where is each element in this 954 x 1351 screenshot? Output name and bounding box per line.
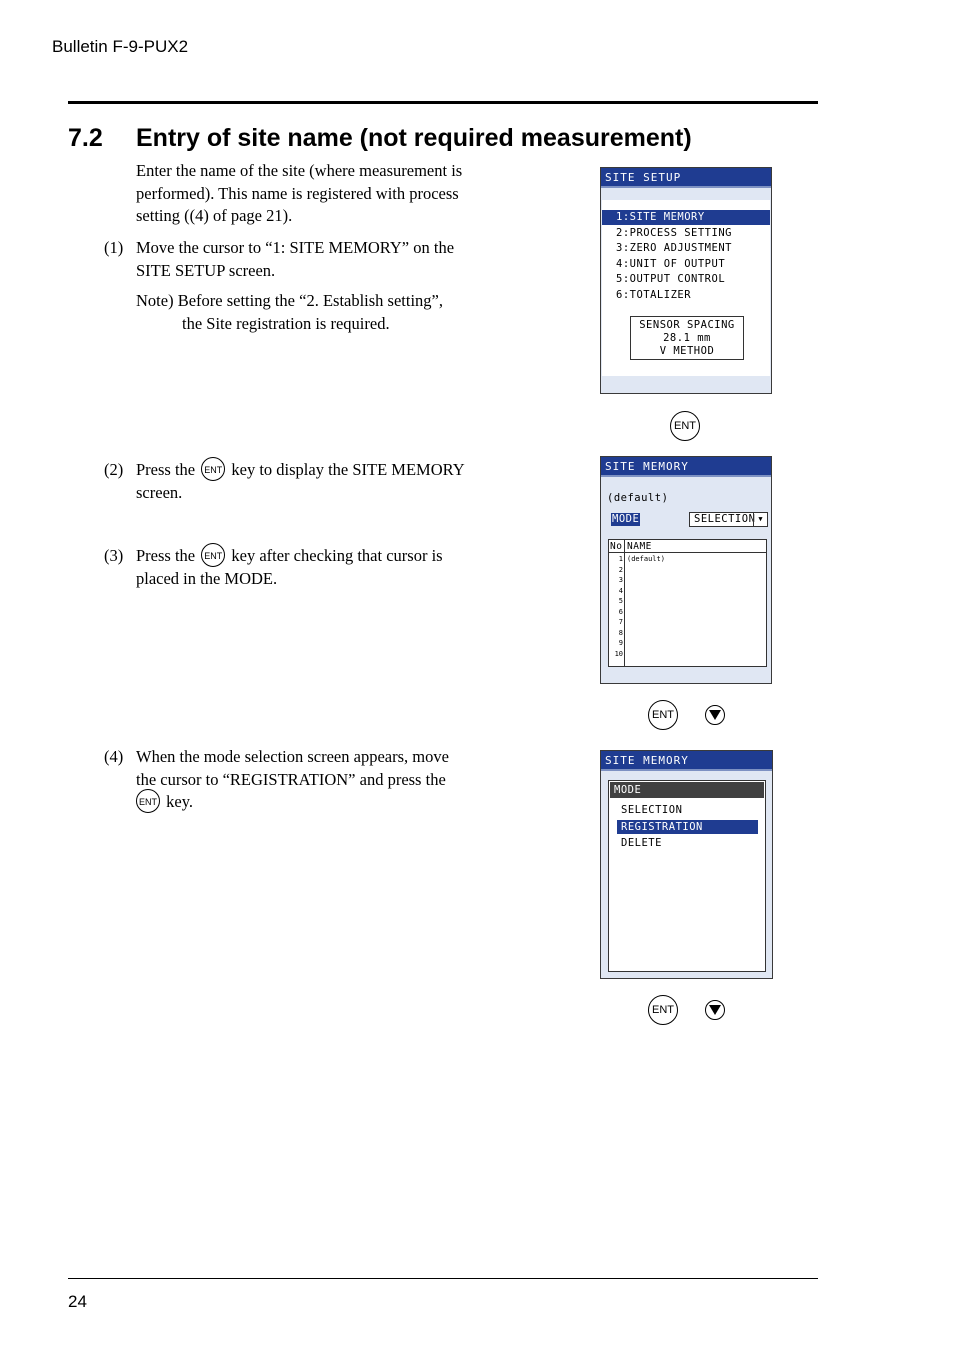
step-text-post: key after checking that cursor is xyxy=(231,546,443,565)
step-text: screen. xyxy=(136,482,183,502)
table-row[interactable]: 6 xyxy=(618,607,623,616)
page-number: 24 xyxy=(68,1292,87,1311)
note-text: Note) Before setting the “2. Establish setting”, xyxy=(136,291,444,310)
table-row[interactable]: 10 xyxy=(614,649,623,658)
step-text xyxy=(136,791,504,814)
table-row[interactable]: 7 xyxy=(618,618,623,626)
table-row[interactable]: 9 xyxy=(618,639,623,647)
step-number: (4) xyxy=(104,747,124,766)
ent-key-icon: ENT xyxy=(648,700,678,730)
ent-key-icon: ENT xyxy=(648,995,678,1025)
step-text xyxy=(136,545,524,568)
table-row[interactable]: 3 xyxy=(618,576,623,584)
column-divider xyxy=(624,553,625,666)
mode-panel-title: MODE xyxy=(610,782,764,798)
screen-title: SITE MEMORY xyxy=(601,751,772,771)
down-arrow-key-icon xyxy=(705,705,725,725)
table-row[interactable]: 5 xyxy=(618,597,623,605)
menu-item-zero-adjustment[interactable]: 3:ZERO ADJUSTMENT xyxy=(616,242,732,254)
section-title xyxy=(68,124,692,153)
ent-key-icon: ENT xyxy=(201,457,225,481)
column-header-no: No xyxy=(609,540,625,553)
intro-line: setting ((4) of page 21). xyxy=(136,206,293,225)
table-row[interactable]: 8 xyxy=(618,628,623,637)
step-text: Move the cursor to “1: SITE MEMORY” on the xyxy=(136,238,455,257)
menu-item-process-setting[interactable]: 2:PROCESS SETTING xyxy=(616,226,732,239)
note-text: the Site registration is required. xyxy=(182,313,390,333)
step-number: (2) xyxy=(104,460,124,479)
step-text xyxy=(136,459,524,482)
intro-line: Enter the name of the site (where measurement is xyxy=(136,161,463,180)
sensor-spacing-label: SENSOR SPACING xyxy=(639,319,735,331)
ent-key-icon: ENT xyxy=(670,411,700,441)
mode-panel xyxy=(608,780,766,972)
step-text: the cursor to “REGISTRATION” and press the xyxy=(136,769,446,789)
step-1 xyxy=(104,237,504,282)
step-text: SITE SETUP screen. xyxy=(136,260,276,280)
menu-item-unit-of-output[interactable]: 4:UNIT OF OUTPUT xyxy=(616,257,726,270)
bottom-rule xyxy=(68,1278,818,1279)
table-cell-name: (default) xyxy=(627,555,665,563)
step-text: placed in the MODE. xyxy=(136,568,278,588)
menu-item-totalizer[interactable]: 6:TOTALIZER xyxy=(616,288,692,301)
section-number: 7.2 xyxy=(68,124,103,152)
step-text-pre: Press the xyxy=(136,546,196,565)
mode-selection-screen xyxy=(600,750,773,979)
option-delete[interactable]: DELETE xyxy=(621,837,662,849)
mode-label[interactable]: MODE xyxy=(612,513,640,525)
chevron-down-icon: ▼ xyxy=(753,513,767,526)
menu-item-site-memory[interactable]: 1:SITE MEMORY xyxy=(602,210,770,225)
intro-paragraph xyxy=(136,160,536,228)
step-text-post: key. xyxy=(166,792,194,811)
step-text-pre: Press the xyxy=(136,460,196,479)
site-memory-screen xyxy=(600,456,772,684)
mode-select[interactable] xyxy=(689,512,768,527)
note xyxy=(136,290,536,335)
table-row[interactable]: 1 xyxy=(618,555,623,563)
mode-select-value: SELECTION xyxy=(694,513,756,525)
top-rule xyxy=(68,101,818,104)
column-header-name: NAME xyxy=(625,540,766,553)
site-setup-screen xyxy=(600,167,772,394)
step-2 xyxy=(104,459,524,504)
table-row[interactable]: 4 xyxy=(618,586,623,595)
step-4 xyxy=(104,746,504,814)
sensor-spacing-value: 28.1 mm xyxy=(663,332,711,344)
bulletin-header: Bulletin F-9-PUX2 xyxy=(52,37,189,56)
step-text: When the mode selection screen appears, move xyxy=(136,747,449,766)
intro-line: performed). This name is registered with process xyxy=(136,183,459,203)
down-arrow-key-icon xyxy=(705,1000,725,1020)
screen-title: SITE MEMORY xyxy=(601,457,771,477)
step-number: (1) xyxy=(104,238,124,257)
ent-key-icon: ENT xyxy=(136,789,160,813)
step-text-post: key to display the SITE MEMORY xyxy=(231,460,465,479)
step-3 xyxy=(104,545,524,590)
ent-key-icon: ENT xyxy=(201,543,225,567)
current-site-name: (default) xyxy=(607,492,669,504)
screen-title: SITE SETUP xyxy=(601,168,771,188)
method-label: V METHOD xyxy=(659,345,715,357)
section-title-text: Entry of site name (not required measurement) xyxy=(136,124,692,152)
option-selection[interactable]: SELECTION xyxy=(621,804,683,816)
step-number: (3) xyxy=(104,546,124,565)
option-registration[interactable]: REGISTRATION xyxy=(617,820,758,834)
menu-item-output-control[interactable]: 5:OUTPUT CONTROL xyxy=(616,273,726,285)
table-row[interactable]: 2 xyxy=(618,565,623,574)
site-table xyxy=(608,539,767,667)
sensor-info-box xyxy=(630,316,744,360)
